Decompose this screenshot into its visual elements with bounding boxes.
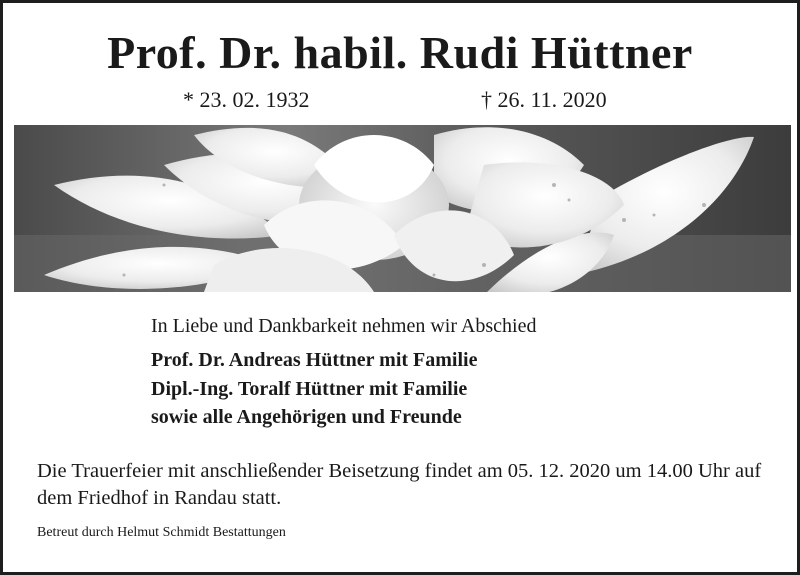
mourner-line: Dipl.-Ing. Toralf Hüttner mit Familie	[151, 377, 468, 400]
deceased-name: Prof. Dr. habil. Rudi Hüttner	[107, 27, 693, 78]
birth-date: * 23. 02. 1932	[183, 87, 310, 112]
farewell-intro: In Liebe und Dankbarkeit nehmen wir Abschied	[151, 315, 537, 337]
mourner-line: sowie alle Angehörigen und Freunde	[151, 406, 462, 428]
water-lily-photo	[14, 125, 791, 292]
death-date: † 26. 11. 2020	[481, 87, 607, 112]
mourners-list	[151, 346, 477, 432]
funeral-notice: Die Trauerfeier mit anschließender Beisetzung findet am 05. 12. 2020 um 14.00 Uhr auf dem Friedhof in Randau statt.	[37, 460, 762, 509]
mourner-line: Prof. Dr. Andreas Hüttner mit Familie	[151, 349, 478, 371]
undertaker-credit: Betreut durch Helmut Schmidt Bestattungen	[37, 525, 286, 540]
water-lily-image	[14, 125, 791, 292]
